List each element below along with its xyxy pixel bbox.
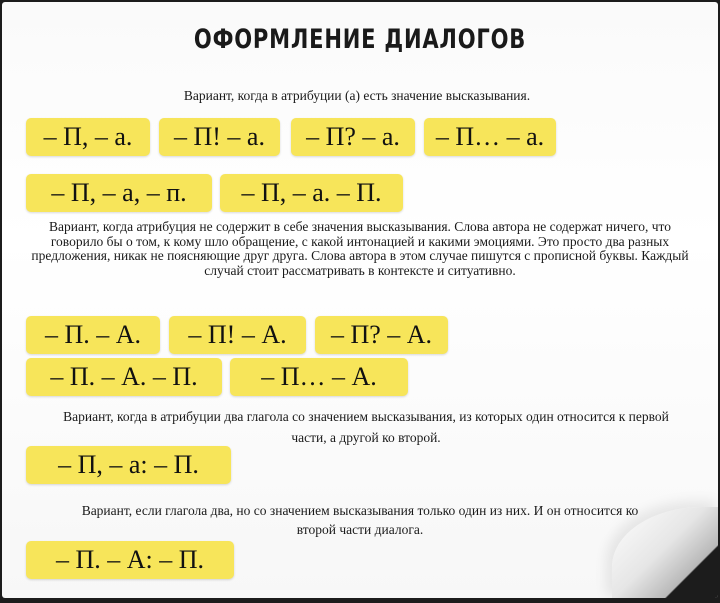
pattern-pill: – П? – а.: [291, 118, 415, 156]
section-4-description: Вариант, если глагола два, но со значением высказывания только один из них. И он относится ко второй части диалога.: [81, 503, 639, 537]
pattern-pill: – П. – А. – П.: [26, 358, 222, 396]
pattern-pill: – П! – а.: [159, 118, 280, 156]
pattern-pill: – П, – а: – П.: [26, 446, 231, 484]
section-3-description: Вариант, когда в атрибуции два глагола со значением высказывания, из которых один относится к первой части, а другой ко второй.: [63, 409, 669, 445]
poster-sheet: [2, 2, 718, 598]
pattern-pill: – П, – а. – П.: [220, 174, 403, 212]
section-1-description: Вариант, когда в атрибуции (а) есть значение высказывания.: [183, 88, 531, 103]
page-title: ОФОРМЛЕНИЕ ДИАЛОГОВ: [193, 24, 527, 55]
pattern-pill: – П, – а.: [26, 118, 150, 156]
pattern-pill: – П? – А.: [315, 316, 448, 354]
pattern-pill: – П! – А.: [169, 316, 306, 354]
pattern-pill: – П. – А.: [26, 316, 160, 354]
pattern-pill: – П. – А: – П.: [26, 541, 234, 579]
pattern-pill: – П… – а.: [424, 118, 556, 156]
pattern-pill: – П, – а, – п.: [26, 174, 212, 212]
pattern-pill: – П… – А.: [230, 358, 408, 396]
section-2-description: Вариант, когда атрибуция не содержит в себе значения высказывания. Слова автора не содержат ничего, что говорило бы о том, к кому шло обращение, с какой интонацией и какими эмоциями. Это просто два разных предложения, никак не поясняющие друг друга. Слова автора в этом случае пишутся с прописной буквы. Каждый случай стоит рассматривать в контексте и ситуативно.: [31, 219, 689, 278]
